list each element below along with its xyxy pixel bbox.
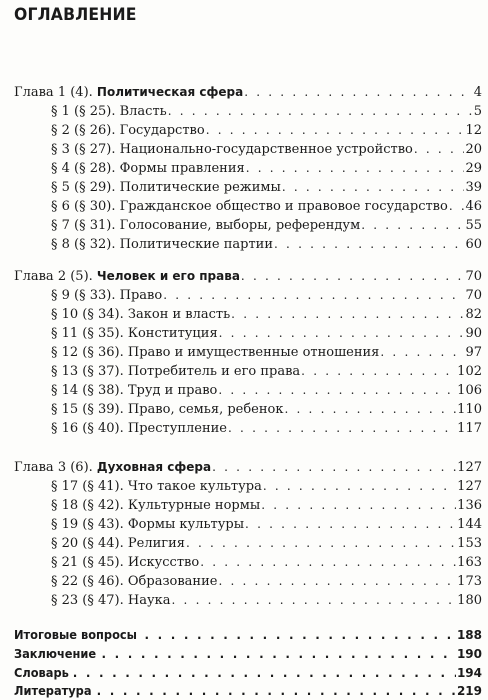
section-label: § 13 (§ 37). Потребитель и его права	[51, 364, 301, 379]
dot-leader	[163, 287, 464, 303]
final-label: Словарь	[14, 666, 69, 680]
section-label: § 6 (§ 30). Гражданское общество и правовое государство	[51, 199, 448, 214]
dot-leader	[212, 459, 456, 475]
dot-leader	[301, 363, 456, 379]
dot-leader	[241, 268, 465, 284]
dot-leader	[274, 236, 464, 252]
chapter-title: Человек и его права	[96, 269, 240, 283]
page-number: 46	[465, 199, 482, 214]
dot-leader	[231, 306, 464, 322]
toc-section[interactable]	[0, 535, 488, 552]
toc-section[interactable]	[0, 382, 488, 399]
page-number: 219	[456, 684, 482, 698]
section-label: § 1 (§ 25). Власть	[51, 104, 167, 119]
page-number: 144	[457, 517, 482, 532]
chapter-title: Политическая сфера	[96, 85, 244, 99]
toc-section[interactable]	[0, 179, 488, 196]
dot-leader	[218, 573, 456, 589]
dot-leader	[285, 401, 457, 417]
dot-leader	[219, 325, 465, 341]
page-number: 20	[465, 142, 482, 157]
section-label: § 11 (§ 35). Конституция	[51, 326, 218, 341]
page-number: 82	[465, 307, 482, 322]
page-number: 4	[473, 85, 482, 100]
page-number: 117	[457, 421, 482, 436]
page-number: 102	[457, 364, 482, 379]
dot-leader	[228, 420, 456, 436]
chapter-prefix: Глава 2 (5).	[14, 269, 97, 284]
dot-leader	[144, 627, 455, 643]
dot-leader	[168, 103, 473, 119]
section-label: § 16 (§ 40). Преступление	[51, 421, 228, 436]
page-number: 110	[457, 402, 482, 417]
section-label: § 14 (§ 38). Труд и право	[51, 383, 218, 398]
toc-section[interactable]	[0, 217, 488, 234]
toc-final-entry[interactable]	[0, 665, 488, 682]
page-number: 106	[457, 383, 482, 398]
section-label: § 21 (§ 45). Искусство	[51, 555, 200, 570]
toc-section[interactable]	[0, 287, 488, 304]
page-number: 39	[465, 180, 482, 195]
section-label: § 22 (§ 46). Образование	[51, 574, 218, 589]
page-number: 90	[465, 326, 482, 341]
section-label: § 5 (§ 29). Политические режимы	[51, 180, 281, 195]
page-number: 55	[465, 218, 482, 233]
dot-leader	[186, 535, 456, 551]
page-title: ОГЛАВЛЕНИЕ	[14, 5, 137, 25]
toc-section[interactable]	[0, 160, 488, 177]
toc-section[interactable]	[0, 363, 488, 380]
toc-section[interactable]	[0, 554, 488, 571]
toc-section[interactable]	[0, 497, 488, 514]
section-label: § 19 (§ 43). Формы культуры	[51, 517, 245, 532]
section-label: § 15 (§ 39). Право, семья, ребенок	[51, 402, 284, 417]
page-number: 5	[473, 104, 482, 119]
toc-section[interactable]	[0, 306, 488, 323]
toc-final-entry[interactable]	[0, 627, 488, 644]
dot-leader	[97, 683, 456, 699]
page-number: 188	[456, 628, 482, 642]
chapter-title: Духовная сфера	[96, 460, 212, 474]
dot-leader	[101, 646, 456, 662]
section-label: § 3 (§ 27). Национально-государственное устройство	[51, 142, 413, 157]
toc-section[interactable]	[0, 141, 488, 158]
page-number: 173	[457, 574, 482, 589]
dot-leader	[380, 344, 464, 360]
dot-leader	[449, 198, 465, 214]
dot-leader	[172, 592, 457, 608]
toc-section[interactable]	[0, 325, 488, 342]
toc-chapter-2[interactable]	[0, 268, 488, 285]
final-label: Литература	[14, 684, 92, 698]
dot-leader	[200, 554, 456, 570]
toc-section[interactable]	[0, 420, 488, 437]
dot-leader	[414, 141, 465, 157]
final-label: Итоговые вопросы	[14, 628, 137, 642]
dot-leader	[218, 382, 456, 398]
dot-leader	[246, 160, 465, 176]
toc-section[interactable]	[0, 103, 488, 120]
dot-leader	[206, 122, 465, 138]
section-label: § 18 (§ 42). Культурные нормы	[51, 498, 261, 513]
dot-leader	[244, 84, 473, 100]
page-number: 97	[465, 345, 482, 360]
page-number: 127	[457, 460, 482, 475]
section-label: § 2 (§ 26). Государство	[51, 123, 205, 138]
toc-section[interactable]	[0, 592, 488, 609]
dot-leader	[361, 217, 464, 233]
toc-chapter-1[interactable]	[0, 84, 488, 101]
page-number: 136	[457, 498, 482, 513]
dot-leader	[263, 478, 456, 494]
page-number: 194	[456, 666, 482, 680]
page-number: 70	[465, 269, 482, 284]
toc-section[interactable]	[0, 516, 488, 533]
final-label: Заключение	[14, 647, 97, 661]
section-label: § 4 (§ 28). Формы правления	[51, 161, 245, 176]
section-label: § 9 (§ 33). Право	[51, 288, 163, 303]
dot-leader	[245, 516, 456, 532]
toc-section[interactable]	[0, 478, 488, 495]
section-label: § 7 (§ 31). Голосование, выборы, референдум	[51, 218, 361, 233]
section-label: § 20 (§ 44). Религия	[51, 536, 185, 551]
page-number: 29	[465, 161, 482, 176]
dot-leader	[282, 179, 465, 195]
section-label: § 8 (§ 32). Политические партии	[51, 237, 274, 252]
toc-chapter-3[interactable]	[0, 459, 488, 476]
toc-final-entry[interactable]	[0, 646, 488, 663]
page-number: 70	[465, 288, 482, 303]
page-number: 163	[457, 555, 482, 570]
toc-section[interactable]	[0, 122, 488, 139]
dot-leader	[73, 665, 456, 681]
page-number: 60	[465, 237, 482, 252]
page-number: 153	[457, 536, 482, 551]
page-number: 127	[457, 479, 482, 494]
section-label: § 23 (§ 47). Наука	[51, 593, 171, 608]
toc-section[interactable]	[0, 573, 488, 590]
toc-section[interactable]	[0, 236, 488, 253]
page-number: 190	[456, 647, 482, 661]
toc-section[interactable]	[0, 401, 488, 418]
page-number: 12	[465, 123, 482, 138]
section-label: § 12 (§ 36). Право и имущественные отношения	[51, 345, 380, 360]
section-label: § 10 (§ 34). Закон и власть	[51, 307, 231, 322]
toc-final-entry[interactable]	[0, 683, 488, 700]
chapter-prefix: Глава 3 (6).	[14, 460, 97, 475]
chapter-prefix: Глава 1 (4).	[14, 85, 97, 100]
toc-section[interactable]	[0, 344, 488, 361]
section-label: § 17 (§ 41). Что такое культура	[51, 479, 262, 494]
page-number: 180	[457, 593, 482, 608]
dot-leader	[261, 497, 456, 513]
toc-section[interactable]	[0, 198, 488, 215]
